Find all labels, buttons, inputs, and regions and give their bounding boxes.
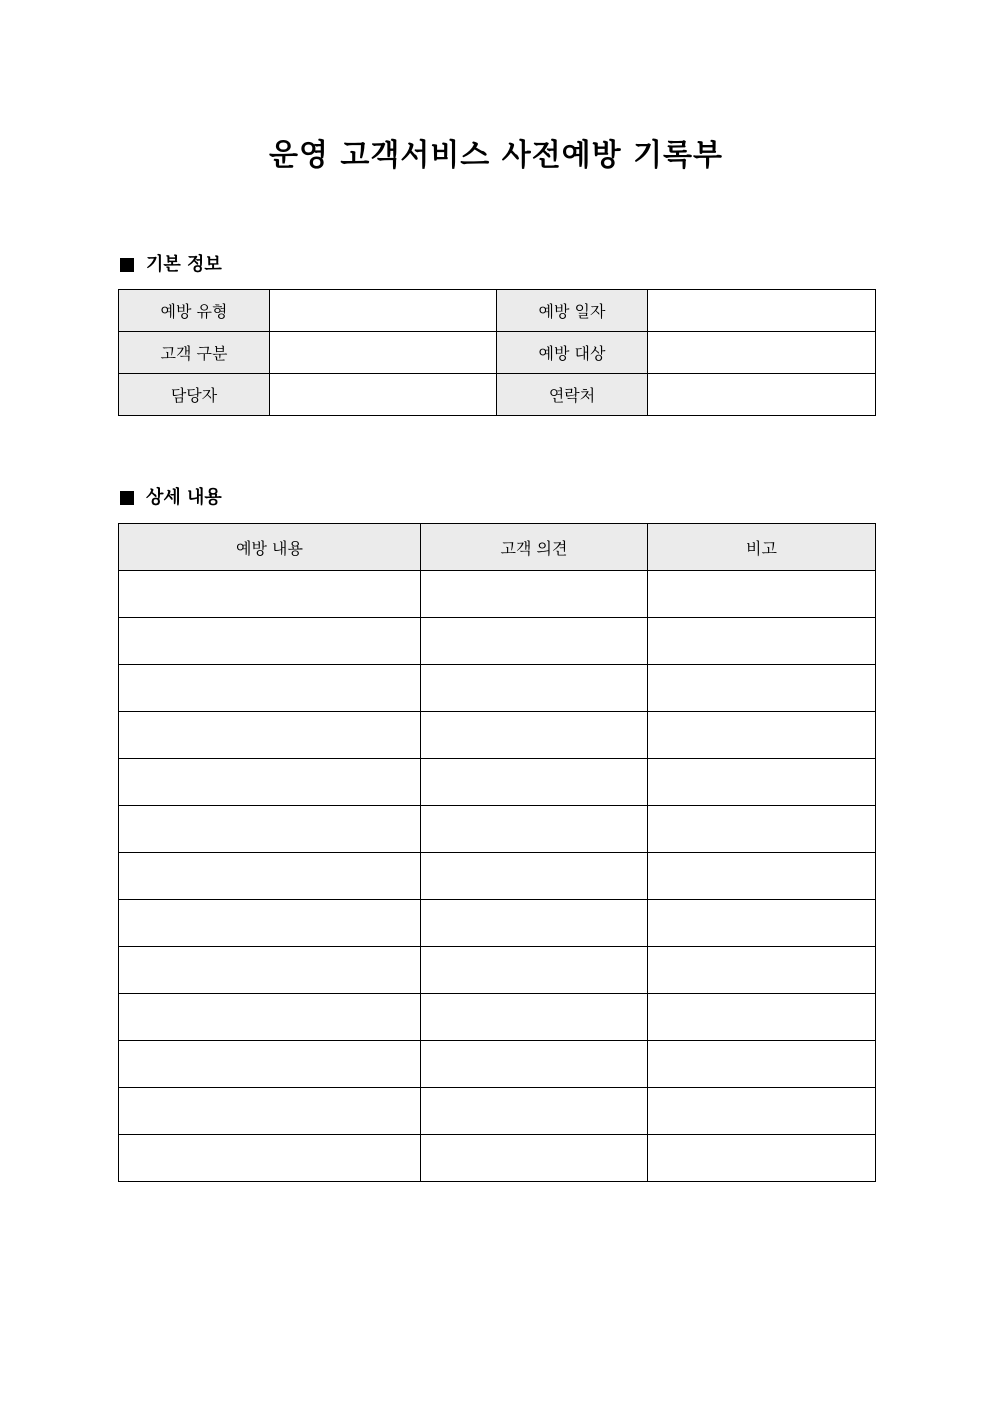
cell-remarks[interactable] — [648, 900, 876, 947]
cell-prevention-content[interactable] — [119, 1135, 421, 1182]
field-prevention-type[interactable] — [270, 290, 497, 332]
cell-prevention-content[interactable] — [119, 571, 421, 618]
cell-remarks[interactable] — [648, 994, 876, 1041]
cell-customer-opinion[interactable] — [421, 806, 648, 853]
cell-customer-opinion[interactable] — [421, 900, 648, 947]
cell-prevention-content[interactable] — [119, 618, 421, 665]
cell-remarks[interactable] — [648, 571, 876, 618]
table-row — [119, 332, 876, 374]
table-row — [119, 853, 876, 900]
cell-customer-opinion[interactable] — [421, 712, 648, 759]
column-header-remarks: 비고 — [648, 524, 876, 571]
column-header-customer-opinion: 고객 의견 — [421, 524, 648, 571]
cell-prevention-content[interactable] — [119, 806, 421, 853]
label-customer-category: 고객 구분 — [119, 332, 270, 374]
basic-info-heading — [118, 252, 222, 278]
table-row — [119, 665, 876, 712]
table-row — [119, 994, 876, 1041]
cell-prevention-content[interactable] — [119, 712, 421, 759]
cell-customer-opinion[interactable] — [421, 1135, 648, 1182]
table-row — [119, 571, 876, 618]
cell-remarks[interactable] — [648, 853, 876, 900]
square-bullet-icon — [120, 258, 134, 272]
table-row — [119, 1135, 876, 1182]
table-row — [119, 759, 876, 806]
table-row — [119, 618, 876, 665]
cell-prevention-content[interactable] — [119, 1041, 421, 1088]
cell-customer-opinion[interactable] — [421, 994, 648, 1041]
table-row — [119, 1041, 876, 1088]
cell-remarks[interactable] — [648, 1041, 876, 1088]
cell-prevention-content[interactable] — [119, 994, 421, 1041]
cell-prevention-content[interactable] — [119, 1088, 421, 1135]
cell-remarks[interactable] — [648, 712, 876, 759]
table-row — [119, 900, 876, 947]
details-heading — [118, 485, 222, 511]
field-prevention-date[interactable] — [648, 290, 876, 332]
label-prevention-type: 예방 유형 — [119, 290, 270, 332]
cell-remarks[interactable] — [648, 947, 876, 994]
page-title: 운영 고객서비스 사전예방 기록부 — [268, 138, 724, 173]
cell-remarks[interactable] — [648, 618, 876, 665]
cell-prevention-content[interactable] — [119, 900, 421, 947]
column-header-prevention-content: 예방 내용 — [119, 524, 421, 571]
cell-remarks[interactable] — [648, 1088, 876, 1135]
basic-info-heading-text: 기본 정보 — [146, 254, 222, 275]
field-person-in-charge[interactable] — [270, 374, 497, 416]
cell-prevention-content[interactable] — [119, 665, 421, 712]
field-prevention-target[interactable] — [648, 332, 876, 374]
cell-customer-opinion[interactable] — [421, 759, 648, 806]
table-row — [119, 1088, 876, 1135]
cell-prevention-content[interactable] — [119, 759, 421, 806]
label-prevention-target: 예방 대상 — [497, 332, 648, 374]
table-row — [119, 806, 876, 853]
cell-prevention-content[interactable] — [119, 947, 421, 994]
cell-customer-opinion[interactable] — [421, 665, 648, 712]
table-row — [119, 712, 876, 759]
cell-customer-opinion[interactable] — [421, 853, 648, 900]
basic-info-table — [118, 289, 876, 416]
cell-remarks[interactable] — [648, 759, 876, 806]
field-contact[interactable] — [648, 374, 876, 416]
table-row — [119, 290, 876, 332]
cell-customer-opinion[interactable] — [421, 618, 648, 665]
square-bullet-icon — [120, 491, 134, 505]
field-customer-category[interactable] — [270, 332, 497, 374]
label-person-in-charge: 담당자 — [119, 374, 270, 416]
details-heading-text: 상세 내용 — [146, 487, 222, 508]
table-header-row — [119, 524, 876, 571]
cell-remarks[interactable] — [648, 806, 876, 853]
cell-customer-opinion[interactable] — [421, 1041, 648, 1088]
label-prevention-date: 예방 일자 — [497, 290, 648, 332]
cell-customer-opinion[interactable] — [421, 571, 648, 618]
cell-remarks[interactable] — [648, 1135, 876, 1182]
cell-customer-opinion[interactable] — [421, 947, 648, 994]
table-row — [119, 947, 876, 994]
details-table — [118, 523, 876, 1182]
cell-remarks[interactable] — [648, 665, 876, 712]
cell-prevention-content[interactable] — [119, 853, 421, 900]
label-contact: 연락처 — [497, 374, 648, 416]
table-row — [119, 374, 876, 416]
cell-customer-opinion[interactable] — [421, 1088, 648, 1135]
